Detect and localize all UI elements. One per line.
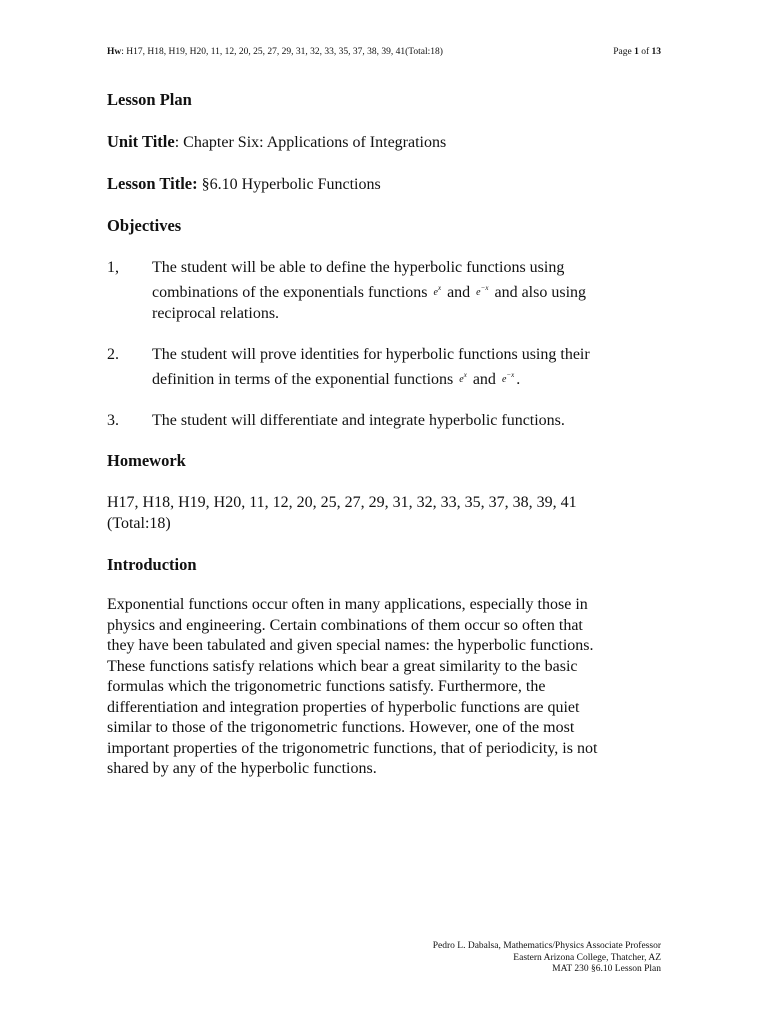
paragraph-line: These functions satisfy relations which bear a great similarity to the basic [107, 657, 578, 675]
homework-line: (Total:18) [107, 515, 171, 532]
objectives-heading: Objectives [107, 216, 182, 235]
introduction-heading: Introduction [107, 555, 197, 574]
paragraph-line: Exponential functions occur often in many applications, especially those in [107, 596, 588, 613]
math-base: e [459, 374, 464, 385]
objective-line: The student will prove identities for hyperbolic functions using their [152, 346, 590, 363]
lesson-title-label: Lesson Title: [107, 174, 198, 193]
math-exponent: −x [506, 371, 515, 379]
page-prefix: Page [613, 47, 635, 57]
math-exponent: x [437, 284, 442, 292]
math-exp-x [459, 365, 467, 390]
page-number [613, 46, 661, 58]
objective-line: reciprocal relations. [152, 305, 280, 322]
unit-title-value: : Chapter Six: Applications of Integrations [174, 134, 447, 151]
paragraph-line: similar to those of the trigonometric functions. However, one of the most [107, 719, 575, 736]
paragraph-line: shared by any of the hyperbolic functions. [107, 760, 377, 777]
objective-text: and [447, 284, 471, 301]
math-base: e [501, 374, 507, 385]
math-exp-x [434, 278, 442, 303]
hw-label: Hw [107, 47, 122, 57]
math-exponent: −x [480, 284, 489, 292]
homework-heading: Homework [107, 451, 186, 470]
objective-line: The student will be able to define the hyperbolic functions using [152, 259, 565, 276]
introduction-paragraph [107, 595, 667, 780]
objective-line: The student will differentiate and integrate hyperbolic functions. [152, 412, 565, 429]
math-base: e [433, 287, 438, 298]
objective-text: combinations of the exponentials functions [152, 284, 428, 301]
objective-item-1 [107, 257, 667, 324]
homework-line: H17, H18, H19, H20, 11, 12, 20, 25, 27, 29, 31, 32, 33, 35, 37, 38, 39, 41 [107, 494, 577, 511]
objective-line [152, 278, 667, 303]
math-exp-neg-x [476, 278, 488, 303]
footer-institution: Eastern Arizona College, Thatcher, AZ [513, 952, 661, 963]
math-exponent: x [463, 371, 467, 379]
lesson-title-value: §6.10 Hyperbolic Functions [197, 176, 381, 193]
objective-text: and [472, 371, 496, 388]
footer-course: MAT 230 §6.10 Lesson Plan [552, 964, 661, 974]
paragraph-line: differentiation and integration properties of hyperbolic functions are quiet [107, 698, 580, 716]
homework-header [107, 46, 443, 58]
paragraph-line: they have been tabulated and given special names: the hyperbolic functions. [107, 637, 594, 654]
objective-text: . [516, 371, 521, 388]
lesson-title [107, 173, 667, 195]
objective-number: 1, [107, 259, 119, 276]
objective-number: 3. [107, 412, 119, 429]
homework-list [107, 492, 667, 534]
paragraph-line: physics and engineering. Certain combinations of them occur so often that [107, 616, 583, 634]
doc-title: Lesson Plan [107, 90, 192, 109]
objective-text: and also using [494, 284, 587, 301]
document-body [107, 89, 667, 780]
footer-author: Pedro L. Dabalsa, Mathematics/Physics Associate Professor [432, 941, 661, 951]
objective-number: 2. [107, 346, 119, 363]
paragraph-line: formulas which the trigonometric functions satisfy. Furthermore, the [107, 678, 546, 695]
objective-item-3 [107, 410, 667, 431]
objective-item-2 [107, 344, 667, 390]
unit-title-label: Unit Title [107, 132, 175, 151]
objective-text: definition in terms of the exponential functions [152, 371, 454, 388]
page-footer [433, 941, 661, 976]
paragraph-line: important properties of the trigonometric functions, that of periodicity, is not [107, 739, 598, 757]
math-exp-neg-x [502, 365, 514, 390]
unit-title [107, 131, 667, 153]
page-of: of [638, 47, 652, 57]
math-base: e [476, 287, 481, 298]
page-total: 13 [651, 47, 661, 57]
objective-line [152, 365, 667, 390]
hw-list: : H17, H18, H19, H20, 11, 12, 20, 25, 27, 29, 31, 32, 33, 35, 37, 38, 39, 41(Total:18) [121, 47, 443, 57]
page-current: 1 [634, 47, 639, 57]
